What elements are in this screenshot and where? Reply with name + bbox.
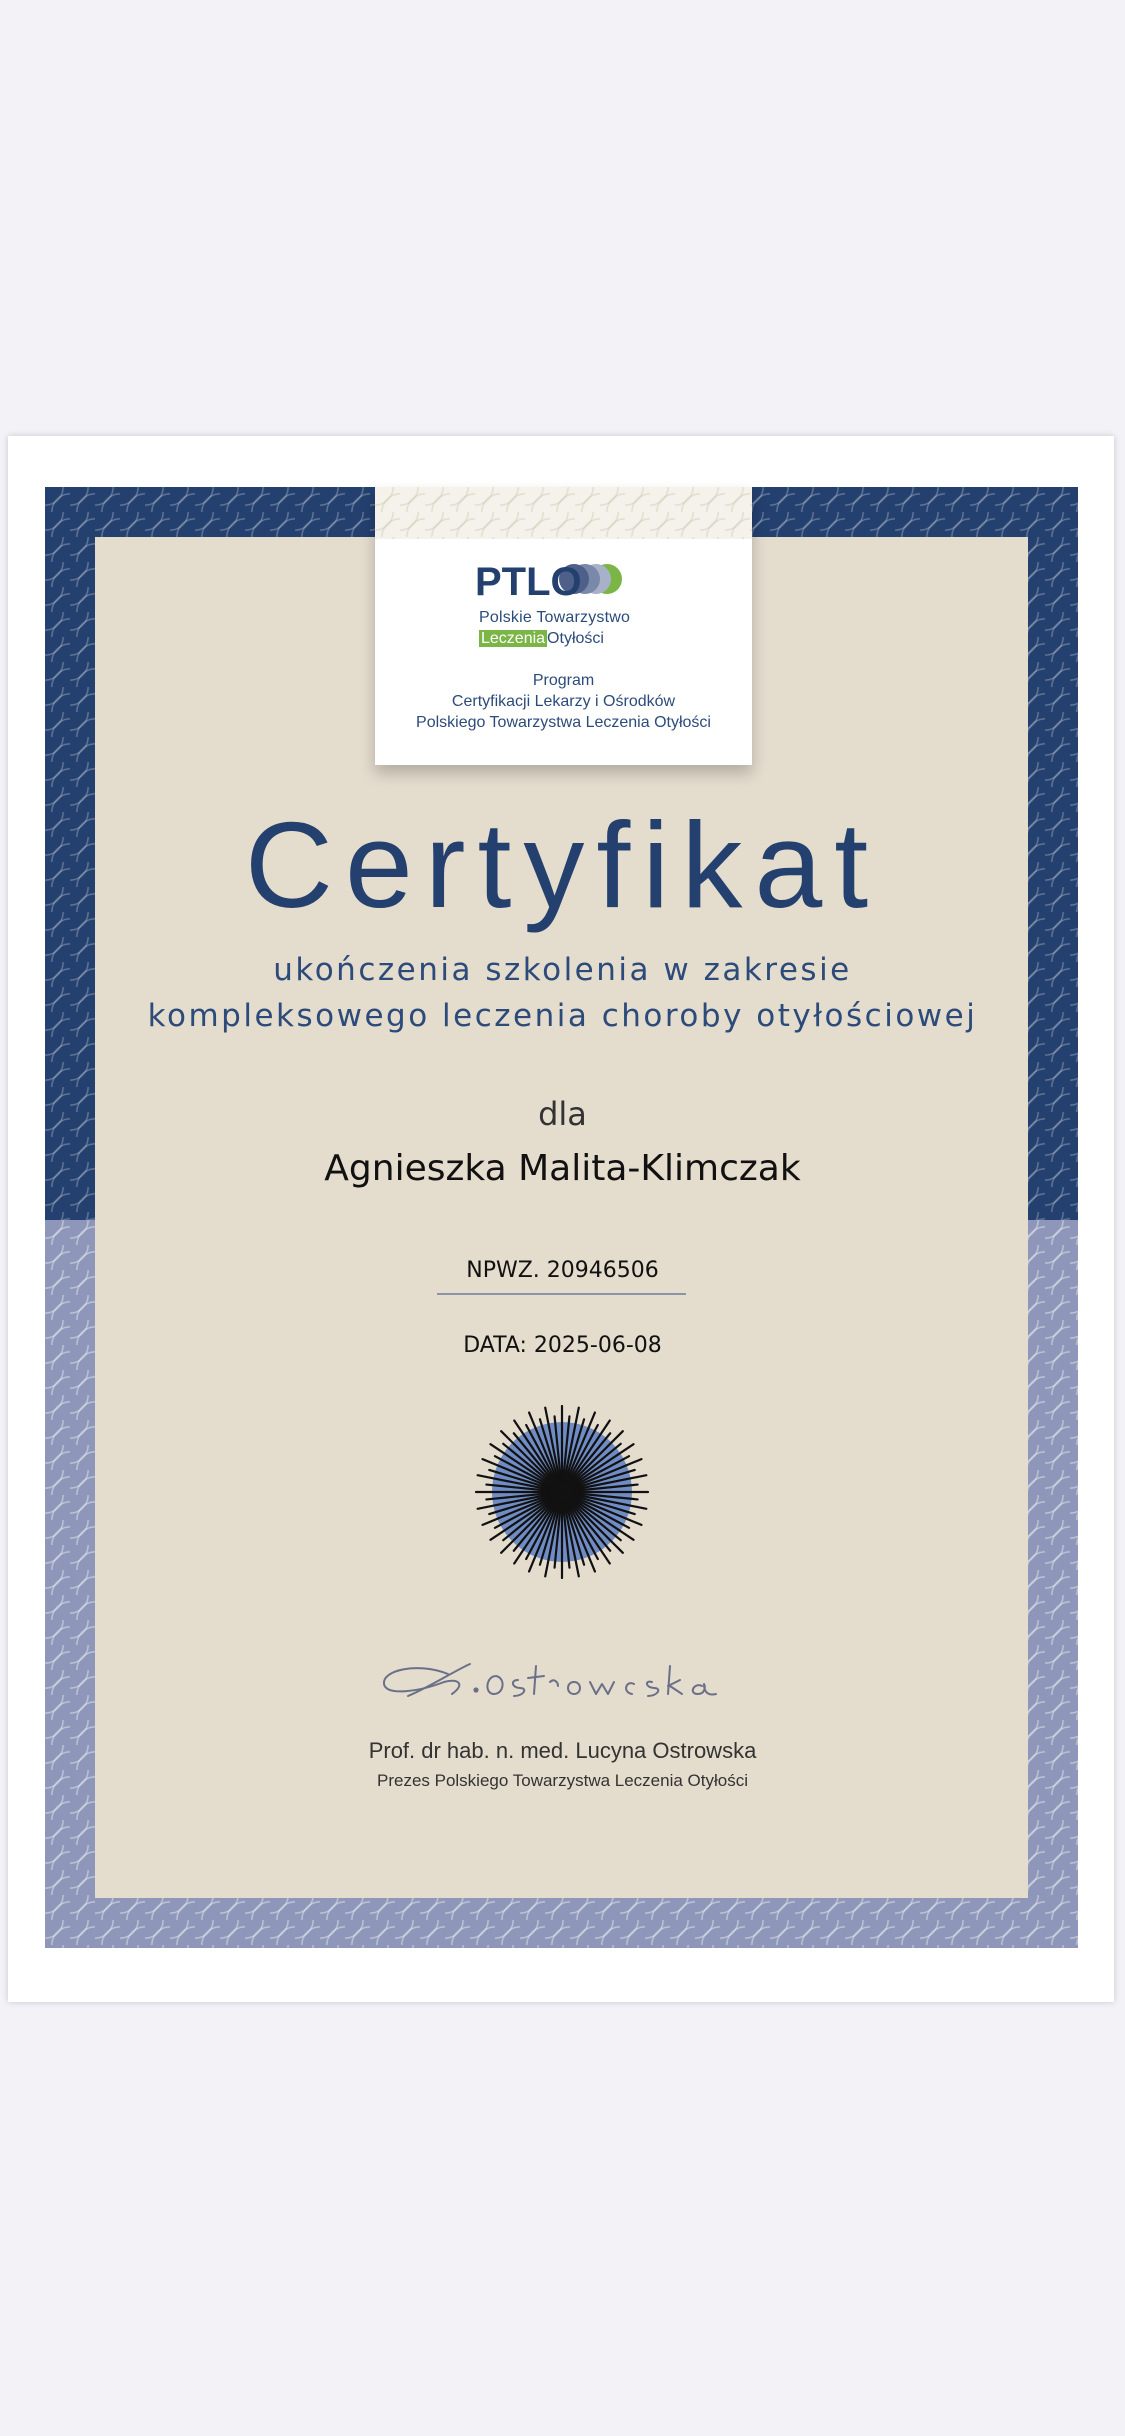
certificate-date: DATA: 2025-06-08 [463,1333,662,1358]
logo-abbr: PTLO [475,560,582,603]
recipient-name: Agnieszka Malita-Klimczak [324,1148,801,1189]
logo-card [375,487,752,765]
logo-name-line2 [479,629,604,648]
logo-card-pattern [375,487,752,539]
certificate-subtitle-line-1: ukończenia szkolenia w zakresie [273,952,852,988]
logo-name-highlight: Leczenia [481,630,546,647]
ptlo-logo [475,559,655,603]
for-label: dla [538,1095,587,1133]
logo-name-rest: Otyłości [547,630,604,647]
certificate-title: Certyfikat [244,797,881,933]
program-line-1: Program [532,672,595,689]
npwz-number: NPWZ. 20946506 [466,1258,659,1283]
logo-name-line1: Polskie Towarzystwo [479,609,631,626]
program-line-3: Polskiego Towarzystwa Leczenia Otyłości [416,714,711,731]
signatory-name: Prof. dr hab. n. med. Lucyna Ostrowska [368,1738,757,1763]
signatory-role: Prezes Polskiego Towarzystwa Leczenia Otyłości [376,1771,748,1790]
program-line-2: Certyfikacji Lekarzy i Ośrodków [451,693,676,710]
program-description [375,670,752,733]
certificate-subtitle-line-2: kompleksowego leczenia choroby otyłościowej [147,998,978,1034]
